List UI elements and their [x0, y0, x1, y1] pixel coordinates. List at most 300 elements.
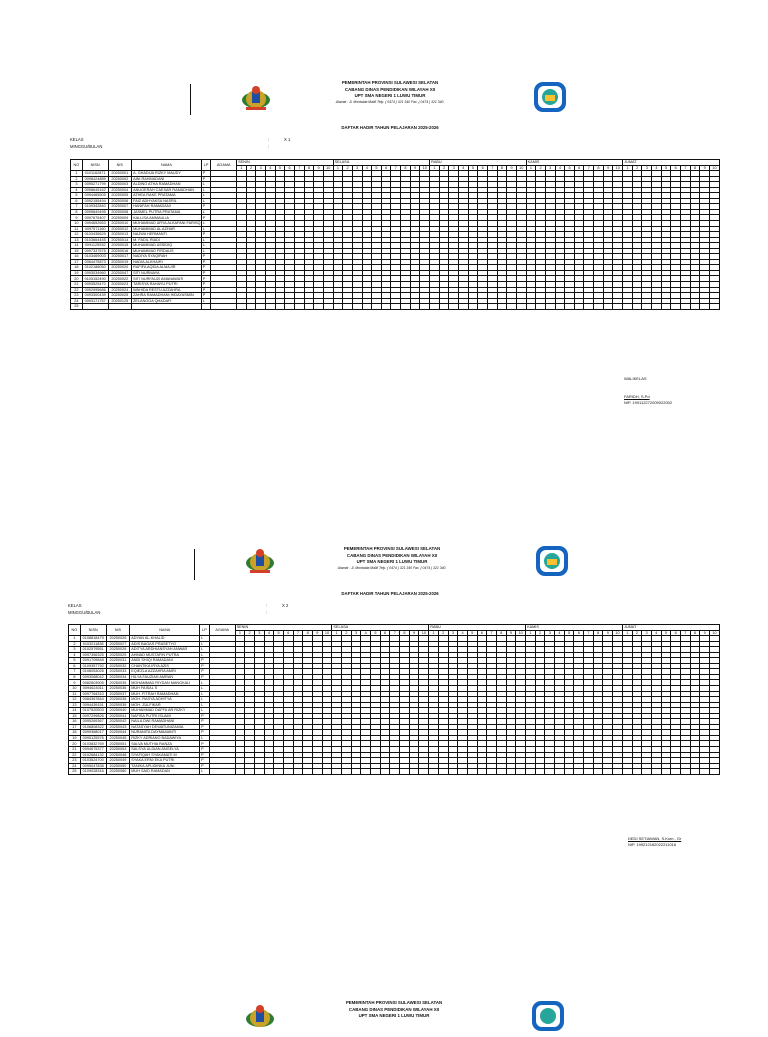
cell-nisn: 0097337575 [82, 248, 108, 254]
cell-nis: 20250028 [106, 647, 130, 653]
day-header: JUMAT [623, 160, 720, 166]
attendance-cell[interactable] [632, 769, 642, 775]
attendance-cell[interactable] [449, 304, 459, 310]
cell-lp: P [200, 663, 210, 669]
cell-nama: ALDINO ATHA RAMADHAN [132, 182, 202, 188]
cell-nis: 20250043 [106, 724, 130, 730]
day-number: 5 [275, 165, 285, 171]
attendance-cell[interactable] [400, 769, 410, 775]
cell-no: 2 [71, 176, 83, 182]
cell-nis: 20250053 [106, 747, 130, 753]
cell-nama: SYAKA ERNI EKA PUTRI [130, 758, 200, 764]
cell-nama: EQIEZLA AZZAHRA AMRI [130, 669, 200, 675]
attendance-cell[interactable] [496, 769, 506, 775]
cell-nisn: 0091125932 [82, 243, 108, 249]
cell-nisn: 0095047838 [80, 763, 106, 769]
attendance-cell[interactable] [535, 769, 545, 775]
attendance-cell[interactable] [506, 769, 516, 775]
day-number: 8 [690, 630, 700, 636]
cell-nis: 20250051 [106, 741, 130, 747]
cell-nama: WAHIDA RESTU AZZAHRA [132, 287, 202, 293]
day-number: 3 [351, 630, 361, 636]
attendance-cell[interactable] [690, 304, 700, 310]
school-emblem-icon [530, 81, 570, 118]
attendance-cell[interactable] [603, 769, 613, 775]
attendance-cell[interactable] [293, 769, 303, 775]
day-number: 8 [593, 630, 603, 636]
day-number: 1 [429, 630, 439, 636]
attendance-cell[interactable] [642, 304, 652, 310]
letterhead [304, 1000, 484, 1020]
attendance-cell[interactable] [246, 304, 256, 310]
cell-nis: 20250005 [108, 193, 132, 199]
day-number: 7 [584, 630, 594, 636]
day-number: 2 [342, 630, 352, 636]
attendance-cell[interactable] [322, 769, 332, 775]
day-number: 1 [526, 630, 536, 636]
cell-nisn: 0093068042 [80, 674, 106, 680]
cell-no: 17 [69, 724, 81, 730]
col-header-no: NO [71, 160, 83, 171]
attendance-cell[interactable] [448, 769, 458, 775]
cell-no: 3 [69, 647, 81, 653]
attendance-cell[interactable] [409, 769, 419, 775]
attendance-cell[interactable] [487, 304, 497, 310]
attendance-cell[interactable] [690, 769, 700, 775]
attendance-cell[interactable] [507, 304, 517, 310]
attendance-cell[interactable] [361, 769, 371, 775]
attendance-cell[interactable] [661, 769, 671, 775]
attendance-cell[interactable] [303, 769, 313, 775]
day-number: 2 [343, 165, 353, 171]
cell-lp: L [201, 237, 211, 243]
day-number: 9 [410, 165, 420, 171]
attendance-cell[interactable] [283, 769, 293, 775]
cell-no: 15 [71, 248, 83, 254]
cell-lp: L [201, 198, 211, 204]
attendance-cell[interactable] [351, 769, 361, 775]
kelas-label: KELAS [70, 137, 84, 142]
day-number: 5 [661, 165, 671, 171]
day-number: 5 [661, 630, 671, 636]
day-number: 9 [409, 630, 419, 636]
cell-lp: L [200, 647, 210, 653]
day-number: 4 [555, 630, 565, 636]
attendance-cell[interactable] [256, 304, 266, 310]
cell-no: 5 [69, 658, 81, 664]
cell-nisn: 0103469003 [82, 254, 108, 260]
document-title: DAFTAR HADIR TAHUN PELAJARAN 2025-2026 [341, 591, 439, 596]
attendance-cell[interactable] [555, 769, 565, 775]
cell-no: 23 [71, 293, 83, 299]
attendance-cell[interactable] [603, 304, 613, 310]
cell-nis: 20250125 [108, 298, 132, 304]
cell-nis: 20250023 [108, 282, 132, 288]
day-number: 9 [506, 630, 516, 636]
attendance-cell[interactable] [516, 769, 526, 775]
day-number: 3 [448, 630, 458, 636]
cell-no: 6 [71, 198, 83, 204]
attendance-cell[interactable] [381, 304, 391, 310]
day-number: 7 [294, 165, 304, 171]
day-number: 4 [651, 630, 661, 636]
attendance-cell[interactable] [613, 304, 623, 310]
attendance-cell[interactable] [362, 304, 372, 310]
attendance-cell[interactable] [410, 304, 420, 310]
cell-nisn: 0097764310 [80, 691, 106, 697]
cell-nama: NADIA ALKHAIRI [132, 259, 202, 265]
letterhead-line-2: CABANG DINAS PENDIDIKAN WILAYAH XII [344, 86, 436, 92]
attendance-cell[interactable] [700, 769, 710, 775]
col-header-lp: LP [200, 625, 210, 636]
cell-no: 20 [69, 741, 81, 747]
attendance-cell[interactable] [343, 304, 353, 310]
cell-nis: 20250033 [106, 669, 130, 675]
cell-nis: 20250024 [108, 287, 132, 293]
attendance-cell[interactable] [651, 769, 661, 775]
day-number: 2 [536, 165, 546, 171]
attendance-cell[interactable] [332, 769, 342, 775]
day-number: 10 [709, 630, 719, 636]
day-number: 6 [381, 165, 391, 171]
kelas-label: KELAS [68, 603, 82, 608]
attendance-cell[interactable] [275, 304, 285, 310]
day-number: 7 [681, 165, 691, 171]
attendance-cell[interactable] [574, 769, 584, 775]
day-number: 2 [246, 165, 256, 171]
letterhead-line-3: UPT SMA NEGERI 1 LUWU TIMUR [354, 93, 426, 99]
day-number: 9 [700, 165, 710, 171]
attendance-cell[interactable] [323, 304, 333, 310]
cell-nisn: 0093525470 [82, 282, 108, 288]
cell-nis: 20250048 [106, 752, 130, 758]
attendance-cell[interactable] [264, 769, 274, 775]
attendance-cell[interactable] [245, 769, 255, 775]
attendance-cell[interactable] [613, 769, 623, 775]
attendance-cell[interactable] [401, 304, 411, 310]
cell-nis: 20250027 [106, 641, 130, 647]
attendance-cell[interactable] [352, 304, 362, 310]
attendance-cell[interactable] [254, 769, 264, 775]
attendance-cell[interactable] [574, 304, 584, 310]
attendance-cell[interactable] [516, 304, 526, 310]
cell-nisn [82, 304, 108, 310]
col-header-nisn: NISN [82, 160, 108, 171]
day-number: 9 [603, 165, 613, 171]
cell-no: 14 [71, 243, 83, 249]
cell-lp: L [201, 248, 211, 254]
attendance-cell[interactable] [429, 769, 439, 775]
day-number: 3 [254, 630, 264, 636]
cell-nama: TARISYA RAHAYU PUTRI [132, 282, 202, 288]
cell-nama: MOH. RASYA ADHITYA [130, 697, 200, 703]
letterhead [300, 80, 480, 105]
attendance-cell[interactable] [661, 304, 671, 310]
cell-no: 7 [69, 669, 81, 675]
cell-nisn: 0109342840 [82, 204, 108, 210]
letterhead-line-3: UPT SMA NEGERI 1 LUWU TIMUR [356, 559, 428, 565]
attendance-cell[interactable] [536, 304, 546, 310]
attendance-cell[interactable] [314, 304, 324, 310]
cell-no: 8 [71, 209, 83, 215]
attendance-cell[interactable] [285, 304, 295, 310]
day-number: 2 [632, 630, 642, 636]
day-number: 1 [332, 630, 342, 636]
cell-nis: 20250047 [108, 270, 132, 276]
cell-nama: AHMAD MUSTAFIN PUTRA [130, 652, 200, 658]
attendance-cell[interactable] [468, 304, 478, 310]
cell-lp: L [200, 641, 210, 647]
cell-nama: HANIFAH RAMADANI [132, 204, 202, 210]
signature-block-1 [624, 376, 672, 406]
cell-nama: MUH FAISAL S [130, 686, 200, 692]
cell-nisn: 0064475873 [82, 259, 108, 265]
letterhead-line-3: UPT SMA NEGERI 1 LUWU TIMUR [358, 1013, 430, 1019]
cell-nis: 20250029 [106, 652, 130, 658]
day-number: 6 [478, 165, 488, 171]
cell-lp: P [201, 254, 211, 260]
attendance-cell[interactable] [632, 304, 642, 310]
attendance-cell[interactable] [342, 769, 352, 775]
school-emblem-icon [532, 545, 572, 582]
cell-no: 25 [71, 304, 83, 310]
cell-nis: 20250037 [106, 691, 130, 697]
cell-nama: ADYAN AL-KHALID [130, 636, 200, 642]
day-number: 3 [642, 630, 652, 636]
day-number: 8 [594, 165, 604, 171]
provincial-emblem-icon [244, 546, 276, 581]
day-number: 6 [285, 165, 295, 171]
cell-nis [108, 304, 132, 310]
cell-no: 10 [71, 221, 83, 227]
day-number: 2 [632, 165, 642, 171]
attendance-cell[interactable] [584, 304, 594, 310]
cell-nisn: 0092995686 [82, 287, 108, 293]
cell-no: 1 [71, 171, 83, 177]
day-number: 1 [430, 165, 440, 171]
attendance-cell[interactable] [237, 304, 247, 310]
attendance-cell[interactable] [593, 769, 603, 775]
cell-lp: L [200, 636, 210, 642]
cell-nama: ZAHRA RAMADHANI HIDAYASMIN [132, 293, 202, 299]
cell-lp: L [200, 702, 210, 708]
signature-name: FARIDH, S.Pd [624, 394, 650, 399]
attendance-cell[interactable] [526, 769, 536, 775]
cell-lp: P [200, 752, 210, 758]
day-number: 4 [458, 630, 468, 636]
attendance-cell[interactable] [526, 304, 536, 310]
attendance-cell[interactable] [333, 304, 343, 310]
attendance-cell[interactable] [594, 304, 604, 310]
attendance-cell[interactable] [545, 769, 555, 775]
day-number: 9 [312, 630, 322, 636]
day-number: 8 [401, 165, 411, 171]
attendance-cell[interactable] [671, 769, 681, 775]
cell-no: 24 [69, 763, 81, 769]
cell-lp: P [201, 232, 211, 238]
day-number: 5 [274, 630, 284, 636]
attendance-cell[interactable] [304, 304, 314, 310]
cell-nis: 20250040 [106, 708, 130, 714]
attendance-cell[interactable] [458, 769, 468, 775]
attendance-cell[interactable] [294, 304, 304, 310]
attendance-cell[interactable] [266, 304, 276, 310]
attendance-cell[interactable] [545, 304, 555, 310]
day-header: RABU [430, 160, 527, 166]
attendance-cell[interactable] [497, 304, 507, 310]
cell-no: 6 [69, 663, 81, 669]
cell-no: 4 [71, 187, 83, 193]
cell-lp: L [200, 680, 210, 686]
day-header: SENIN [235, 625, 332, 631]
cell-no: 22 [69, 752, 81, 758]
attendance-cell[interactable] [274, 769, 284, 775]
attendance-cell[interactable] [380, 769, 390, 775]
cell-lp: P [201, 176, 211, 182]
cell-lp: P [201, 265, 211, 271]
cell-lp: L [201, 187, 211, 193]
cell-nisn: 0109357792 [80, 663, 106, 669]
day-number: 10 [516, 165, 526, 171]
cell-nisn: 0095271799 [82, 182, 108, 188]
cell-nis: 20250014 [108, 237, 132, 243]
attendance-cell[interactable] [709, 304, 719, 310]
minggu-label: MINGGU/BULAN [68, 609, 101, 615]
cell-nisn: 0097571160 [82, 226, 108, 232]
day-number: 8 [497, 165, 507, 171]
provincial-emblem-icon [244, 1002, 276, 1037]
col-header-lp: LP [201, 160, 211, 171]
day-number: 4 [555, 165, 565, 171]
letterhead-address: Alamat : Jl. Montaida Malili Telp. ( 0474 ) 321 340 Fax. ( 0474 ) 321 340. [337, 565, 447, 570]
cell-nis: 20250006 [108, 198, 132, 204]
day-header: SELASA [332, 625, 429, 631]
cell-nama: KALLISA AMMAULIA [132, 215, 202, 221]
attendance-cell[interactable] [652, 304, 662, 310]
cell-lp: P [201, 204, 211, 210]
cell-nama [132, 304, 202, 310]
cell-nisn: 0103435629 [82, 232, 108, 238]
attendance-cell[interactable] [623, 304, 633, 310]
attendance-cell[interactable] [391, 304, 401, 310]
attendance-cell[interactable] [709, 769, 719, 775]
attendance-cell[interactable] [642, 769, 652, 775]
cell-nisn: 0103524700 [80, 758, 106, 764]
day-number: 6 [477, 630, 487, 636]
cell-lp: P [200, 724, 210, 730]
cell-no: 1 [69, 636, 81, 642]
day-number: 8 [400, 630, 410, 636]
attendance-cell[interactable] [371, 769, 381, 775]
attendance-cell[interactable] [622, 769, 632, 775]
attendance-cell[interactable] [487, 769, 497, 775]
cell-nis: 20250012 [108, 226, 132, 232]
day-number: 6 [380, 630, 390, 636]
cell-agama [209, 769, 235, 775]
attendance-cell[interactable] [390, 769, 400, 775]
cell-nis: 20250032 [106, 663, 130, 669]
cell-no: 15 [69, 713, 81, 719]
cell-nama: MUHAMMAD ARYA ALKAFANI FARISQ [133, 221, 201, 226]
letterhead [302, 546, 482, 571]
col-header-no: NO [69, 625, 81, 636]
cell-lp: P [201, 276, 211, 282]
day-number: 9 [603, 630, 613, 636]
cell-nama: MUHAMMAD FIRDAUS [132, 248, 202, 254]
day-number: 5 [467, 630, 477, 636]
cell-lp: P [200, 747, 210, 753]
attendance-cell[interactable] [459, 304, 469, 310]
cell-nama: ADITYA ARDHIANSYAH ANWAR [130, 647, 200, 653]
attendance-cell[interactable] [680, 769, 690, 775]
attendance-cell[interactable] [565, 304, 575, 310]
attendance-cell[interactable] [671, 304, 681, 310]
table-row [69, 769, 720, 775]
day-number: 7 [391, 165, 401, 171]
attendance-cell[interactable] [312, 769, 322, 775]
attendance-cell[interactable] [419, 769, 429, 775]
cell-nis: 20250003 [108, 182, 132, 188]
cell-nisn: 0109028316 [80, 769, 106, 775]
cell-nisn: 0084367844 [80, 697, 106, 703]
day-number: 9 [507, 165, 517, 171]
cell-lp: P [200, 758, 210, 764]
day-number: 1 [333, 165, 343, 171]
attendance-cell[interactable] [681, 304, 691, 310]
attendance-cell[interactable] [420, 304, 430, 310]
colon: : [268, 143, 270, 149]
cell-nis: 20250025 [108, 293, 132, 299]
header-divider-line [194, 549, 195, 580]
attendance-cell[interactable] [555, 304, 565, 310]
cell-lp: L [200, 691, 210, 697]
cell-lp: L [201, 182, 211, 188]
cell-lp: P [200, 674, 210, 680]
day-header: JUMAT [622, 625, 719, 631]
letterhead-line-1: PEMERINTAH PROVINSI SULAWESI SELATAN [345, 1000, 443, 1005]
day-number: 3 [256, 165, 266, 171]
day-number: 3 [545, 630, 555, 636]
cell-nisn: 0093300439 [82, 293, 108, 299]
attendance-cell[interactable] [372, 304, 382, 310]
cell-no: 5 [71, 193, 83, 199]
cell-nisn: 0098424889 [82, 176, 108, 182]
attendance-cell[interactable] [564, 769, 574, 775]
cell-nisn: 0094624011 [80, 686, 106, 692]
day-number: 5 [371, 630, 381, 636]
cell-nis: 20250009 [108, 215, 132, 221]
cell-lp: P [201, 282, 211, 288]
attendance-cell[interactable] [700, 304, 710, 310]
attendance-cell[interactable] [467, 769, 477, 775]
attendance-cell[interactable] [438, 769, 448, 775]
attendance-cell[interactable] [477, 769, 487, 775]
attendance-cell[interactable] [430, 304, 440, 310]
attendance-cell[interactable] [439, 304, 449, 310]
cell-no: 18 [69, 730, 81, 736]
cell-nisn: 0103664445 [82, 237, 108, 243]
attendance-cell[interactable] [584, 769, 594, 775]
day-number: 4 [362, 165, 372, 171]
cell-nis: 20250004 [108, 187, 132, 193]
attendance-cell[interactable] [478, 304, 488, 310]
attendance-cell[interactable] [235, 769, 245, 775]
cell-nama: HILYA FAUZIAH AMRAN [130, 674, 200, 680]
cell-lp: L [201, 221, 211, 227]
cell-no: 13 [69, 702, 81, 708]
cell-no: 21 [71, 282, 83, 288]
cell-nis: 20250039 [106, 702, 130, 708]
